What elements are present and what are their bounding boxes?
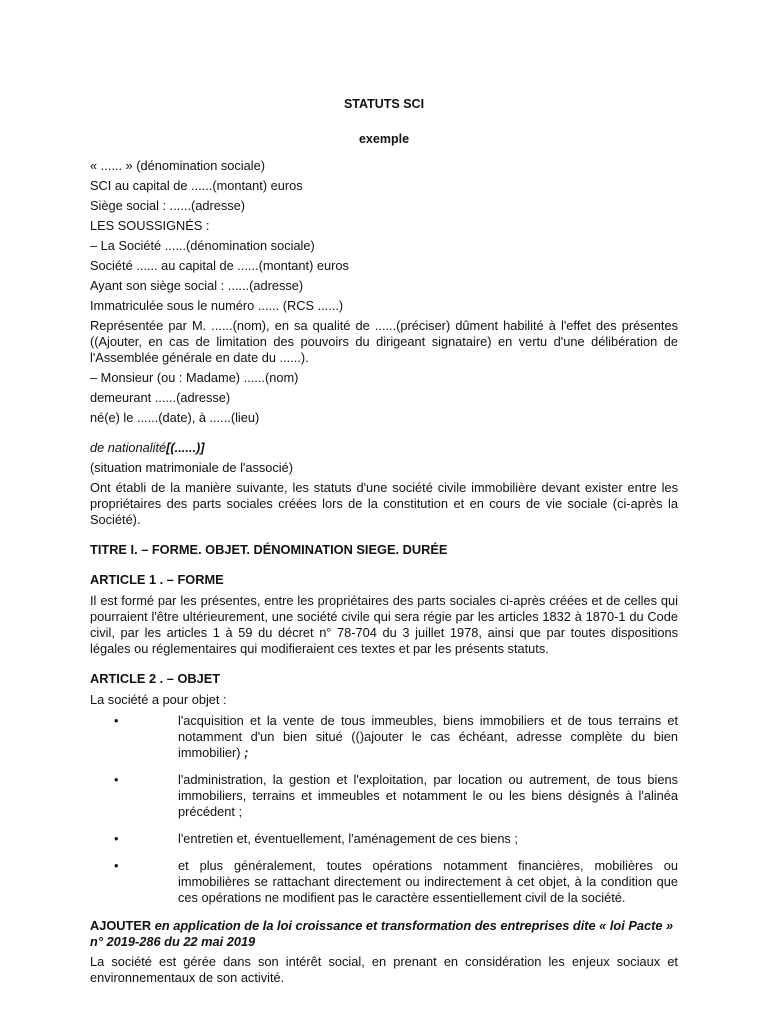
document-subtitle: exemple	[358, 132, 410, 146]
header-line-societe-capital: Société ...... au capital de ......(montant) euros	[90, 258, 349, 273]
titre-1-heading: TITRE I. – FORME. OBJET. DÉNOMINATION SIEGE. DURÉE	[90, 542, 448, 557]
list-item	[90, 858, 678, 906]
intro-paragraph: Ont établi de la manière suivante, les statuts d'une société civile immobilière devant exister entre les propriétaires des parts sociales créées lors de la constitution et en cours de vie sociale (ci-après la Société).	[90, 480, 678, 527]
ajouter-note	[90, 918, 678, 950]
ajouter-keyword: AJOUTER	[90, 918, 152, 933]
bullet-text: l'acquisition et la vente de tous immeubles, biens immobiliers et de tous terrains et notamment d'un bien situé (()ajouter le cas échéant, adresse complète du bien immobilier)	[178, 713, 678, 760]
final-paragraph: La société est gérée dans son intérêt social, en prenant en considération les enjeux sociaux et environnementaux de son activité.	[90, 954, 678, 985]
list-item	[90, 772, 678, 820]
representee-paragraph: Représentée par M. ......(nom), en sa qualité de ......(préciser) dûment habilité à l'effet des présentes ((Ajouter, en cas de limitation des pouvoirs du dirigeant signataire) en vertu d'une délibération de l'Assemblée générale en date du ......).	[90, 318, 678, 365]
list-item	[90, 831, 678, 847]
article-1-text: Il est formé par les présentes, entre les propriétaires des parts sociales ci-après créées et de celles qui pourraient l'être ultérieurement, une société civile qui sera régie par les articles 1832 à 1870-1 du Code civil, par les articles 1 à 59 du décret n° 78-704 du 3 juillet 1978, ainsi que par toutes dispositions légales ou réglementaires qui modifieraient ces textes et par les présents statuts.	[90, 593, 678, 656]
header-line-immatriculation: Immatriculée sous le numéro ...... (RCS ......)	[90, 298, 344, 313]
nationalite-label: de nationalité	[90, 440, 167, 455]
header-line-societe-siege: Ayant son siège social : ......(adresse)	[90, 278, 304, 293]
header-line-denomination: « ...... » (dénomination sociale)	[90, 158, 265, 173]
article-1-heading: ARTICLE 1 . – FORME	[90, 572, 224, 587]
header-line-soussignes: LES SOUSSIGNÉS :	[90, 218, 210, 233]
bullet-icon: •	[114, 713, 119, 728]
bullet-icon: •	[114, 858, 119, 873]
nationalite-placeholder: [(......)]	[166, 440, 205, 455]
document-body	[90, 158, 678, 990]
nationalite-line	[90, 440, 678, 456]
bullet-text: l'entretien et, éventuellement, l'aménagement de ces biens ;	[178, 831, 518, 846]
person-line-naissance: né(e) le ......(date), à ......(lieu)	[90, 410, 260, 425]
article-2-heading: ARTICLE 2 . – OBJET	[90, 671, 221, 686]
header-line-societe: – La Société ......(dénomination sociale)	[90, 238, 315, 253]
document-title: STATUTS SCI	[343, 97, 425, 111]
situation-line: (situation matrimoniale de l'associé)	[90, 460, 294, 475]
bullet-suffix: ;	[240, 745, 249, 760]
person-line-adresse: demeurant ......(adresse)	[90, 390, 231, 405]
header-line-capital: SCI au capital de ......(montant) euros	[90, 178, 303, 193]
article-2-intro: La société a pour objet :	[90, 692, 227, 707]
header-line-siege: Siège social : ......(adresse)	[90, 198, 246, 213]
list-item	[90, 713, 678, 761]
person-line-nom: – Monsieur (ou : Madame) ......(nom)	[90, 370, 299, 385]
bullet-icon: •	[114, 772, 119, 787]
bullet-text: et plus généralement, toutes opérations notamment financières, mobilières ou immobilières se rattachant directement ou indirectement à cet objet, à la condition que ces opérations ne modifient pas le caractère essentiellement civil de la société.	[178, 858, 678, 905]
bullet-icon: •	[114, 831, 119, 846]
ajouter-text: en application de la loi croissance et transformation des entreprises dite « loi Pacte » n° 2019-286 du 22 mai 2019	[90, 918, 674, 949]
article-2-bullet-list	[90, 713, 678, 906]
bullet-text: l'administration, la gestion et l'exploitation, par location ou autrement, de tous biens immobiliers, terrains et immeubles et notamment le ou les biens désignés à l'alinéa précédent ;	[178, 772, 678, 819]
